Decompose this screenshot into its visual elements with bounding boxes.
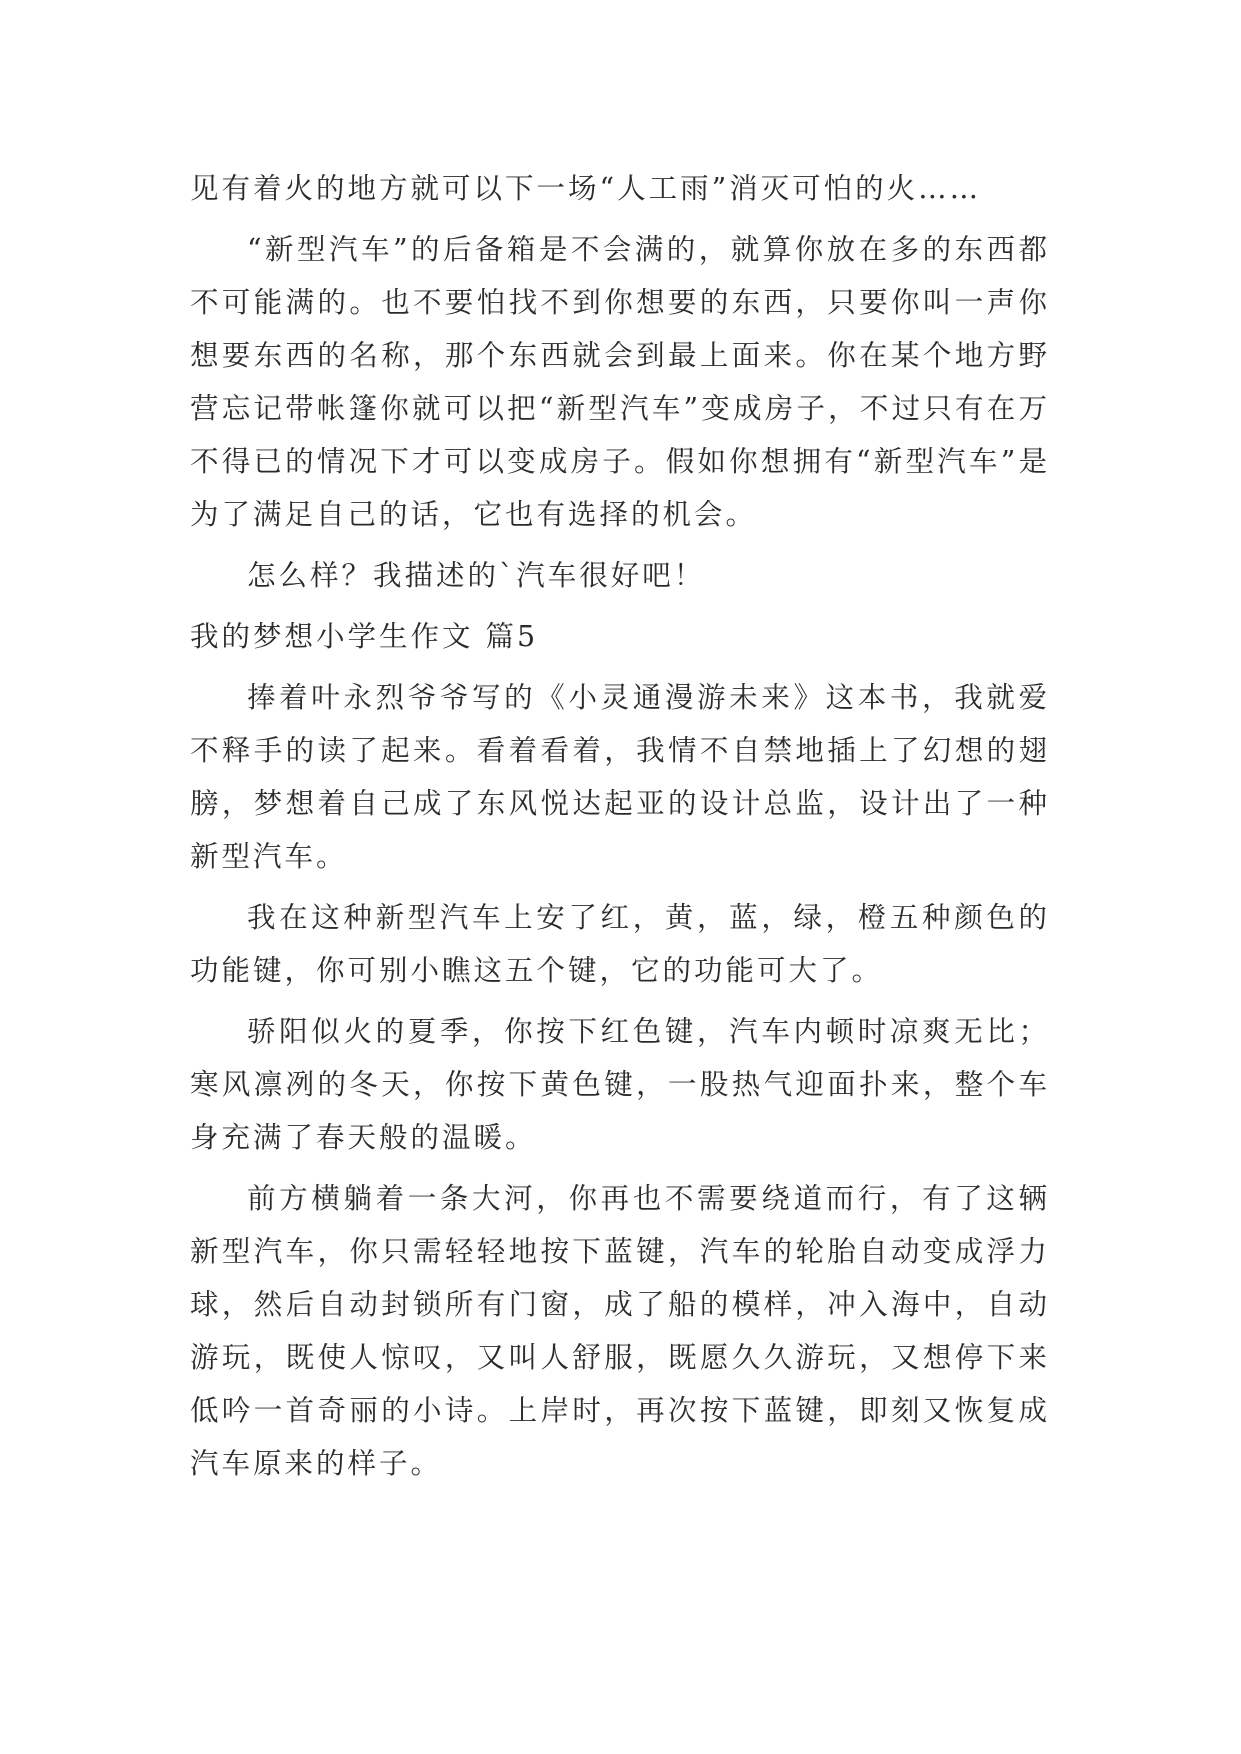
- paragraph-trunk-description: “新型汽车”的后备箱是不会满的，就算你放在多的东西都不可能满的。也不要怕找不到你想要的东西，只要你叫一声你想要东西的名称，那个东西就会到最上面来。你在某个地方野营忘记带帐篷你就可以把“新型汽车”变成房子，不过只有在万不得已的情况下才可以变成房子。假如你想拥有“新型汽车”是为了满足自己的话，它也有选择的机会。: [190, 233, 1050, 531]
- section-heading: 我的梦想小学生作文 篇5: [190, 620, 539, 653]
- paragraph-closing-remark: 怎么样？我描述的`汽车很好吧！: [247, 559, 706, 592]
- paragraph-climate-keys: 骄阳似火的夏季，你按下红色键，汽车内顿时凉爽无比；寒风凛冽的冬天，你按下黄色键，一股热气迎面扑来，整个车身充满了春天般的温暖。: [190, 1015, 1050, 1154]
- paragraph-boat-mode: 前方横躺着一条大河，你再也不需要绕道而行，有了这辆新型汽车，你只需轻轻地按下蓝键，汽车的轮胎自动变成浮力球，然后自动封锁所有门窗，成了船的模样，冲入海中，自动游玩，既使人惊叹，又叫人舒服，既愿久久游玩，又想停下来低吟一首奇丽的小诗。上岸时，再次按下蓝键，即刻又恢复成汽车原来的样子。: [190, 1182, 1050, 1480]
- paragraph-function-keys: 我在这种新型汽车上安了红，黄，蓝，绿，橙五种颜色的功能键，你可别小瞧这五个键，它的功能可大了。: [190, 901, 1050, 987]
- paragraph-intro: 捧着叶永烈爷爷写的《小灵通漫游未来》这本书，我就爱不释手的读了起来。看着看着，我情不自禁地插上了幻想的翅膀，梦想着自己成了东风悦达起亚的设计总监，设计出了一种新型汽车。: [190, 681, 1050, 873]
- document-page: [190, 162, 1050, 1498]
- paragraph-continuation: 见有着火的地方就可以下一场“人工雨”消灭可怕的火……: [190, 172, 982, 205]
